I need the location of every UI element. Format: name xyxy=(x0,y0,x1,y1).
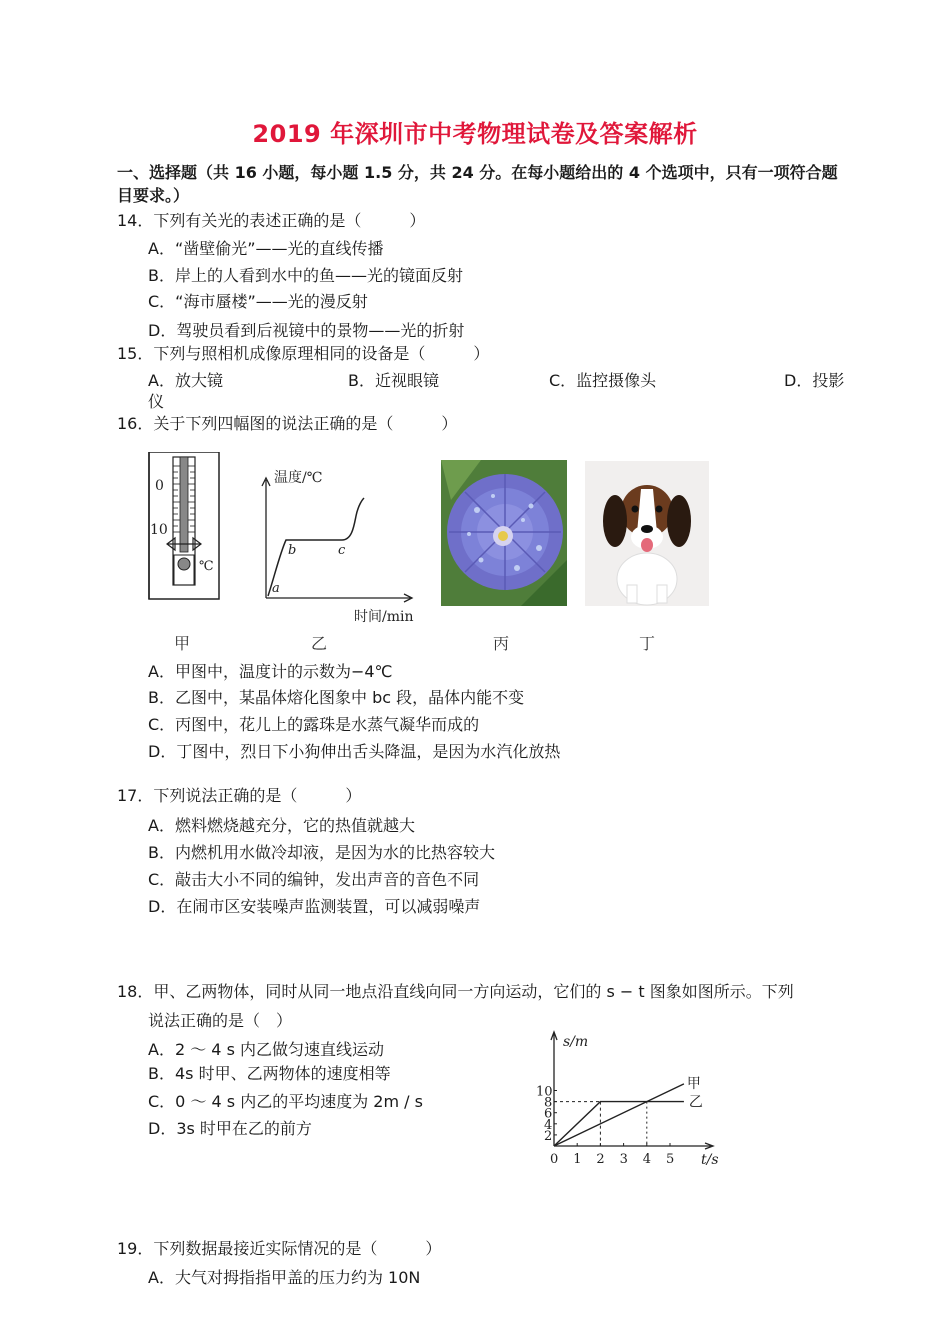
q19-option-a: A．大气对拇指指甲盖的压力约为 10N xyxy=(148,1268,421,1287)
thermometer-tick-10: 10 xyxy=(150,522,168,538)
q15-option-d-wrap: 仪 xyxy=(148,392,165,411)
section-header-line2: 目要求。） xyxy=(117,186,190,205)
st-x-tick-label: 0 xyxy=(550,1152,559,1167)
st-series-yi-label: 乙 xyxy=(688,1094,703,1111)
st-ylabel: s/m xyxy=(563,1034,589,1050)
st-x-tick-label: 5 xyxy=(666,1152,675,1167)
puppy-image xyxy=(585,461,709,606)
q14-option-d: D．驾驶员看到后视镜中的景物——光的折射 xyxy=(148,321,465,340)
q15-option-a: A．放大镜 xyxy=(148,371,223,390)
st-series-yi-line xyxy=(554,1102,684,1146)
q18-option-a: A．2 ～ 4 s 内乙做匀速直线运动 xyxy=(148,1040,384,1059)
q14-stem: 14．下列有关光的表述正确的是（ ） xyxy=(117,211,426,230)
q16-option-a: A．甲图中，温度计的示数为−4℃ xyxy=(148,662,393,681)
st-y-tick-label: 4 xyxy=(544,1117,553,1133)
q16-stem: 16．关于下列四幅图的说法正确的是（ ） xyxy=(117,414,458,433)
page-title: 2019 年深圳市中考物理试卷及答案解析 xyxy=(252,120,698,148)
st-x-tick-label: 3 xyxy=(619,1152,628,1167)
q18-stem-line1: 18．甲、乙两物体，同时从同一地点沿直线向同一方向运动，它们的 s − t 图象如图所示。下列 xyxy=(117,982,794,1001)
melt-point-b: b xyxy=(288,543,297,558)
q17-option-b: B．内燃机用水做冷却液，是因为水的比热容较大 xyxy=(148,843,495,862)
q18-option-b: B．4s 时甲、乙两物体的速度相等 xyxy=(148,1064,391,1083)
st-x-tick-label: 4 xyxy=(642,1152,652,1167)
figure-label-ding: 丁 xyxy=(639,634,656,653)
st-graph-chart xyxy=(525,1028,725,1170)
st-series-jia-label: 甲 xyxy=(686,1075,701,1092)
melting-graph-figure xyxy=(252,458,432,630)
melt-point-a: a xyxy=(272,581,280,596)
st-y-tick-label: 10 xyxy=(536,1084,553,1100)
melt-point-c: c xyxy=(338,543,346,558)
st-x-tick-label: 2 xyxy=(596,1152,605,1167)
melt-graph-ylabel: 温度/℃ xyxy=(274,470,323,486)
figure-label-jia: 甲 xyxy=(174,634,191,653)
st-x-tick-label: 1 xyxy=(573,1152,582,1167)
q17-option-c: C．敲击大小不同的编钟，发出声音的音色不同 xyxy=(148,870,480,889)
thermometer-tick-0: 0 xyxy=(155,478,164,494)
thermometer-unit: ℃ xyxy=(199,559,214,574)
q15-option-c: C．监控摄像头 xyxy=(549,371,657,390)
q14-option-a: A．“凿壁偷光”——光的直线传播 xyxy=(148,239,384,258)
flower-dew-image xyxy=(441,460,567,606)
q14-option-c: C．“海市蜃楼”——光的漫反射 xyxy=(148,292,368,311)
melt-graph-xlabel: 时间/min xyxy=(354,609,414,625)
q18-stem-line2: 说法正确的是（ ） xyxy=(148,1011,293,1030)
q14-option-b: B．岸上的人看到水中的鱼——光的镜面反射 xyxy=(148,266,463,285)
q16-option-b: B．乙图中，某晶体熔化图象中 bc 段，晶体内能不变 xyxy=(148,688,525,707)
figure-label-yi: 乙 xyxy=(311,634,328,653)
q15-option-d: D．投影 xyxy=(784,371,845,390)
st-y-tick-label: 2 xyxy=(544,1128,553,1144)
thermometer-figure xyxy=(145,452,225,602)
st-y-tick-label: 8 xyxy=(544,1095,553,1111)
q16-option-c: C．丙图中，花儿上的露珠是水蒸气凝华而成的 xyxy=(148,715,480,734)
q17-stem: 17．下列说法正确的是（ ） xyxy=(117,786,362,805)
q18-option-d: D．3s 时甲在乙的前方 xyxy=(148,1119,312,1138)
q16-option-d: D．丁图中，烈日下小狗伸出舌头降温，是因为水汽化放热 xyxy=(148,742,561,761)
section-header-line1: 一、选择题（共 16 小题，每小题 1.5 分，共 24 分。在每小题给出的 4 个选项中，只有一项符合题 xyxy=(117,163,838,182)
st-xlabel: t/s xyxy=(701,1152,719,1168)
q15-option-b: B．近视眼镜 xyxy=(348,371,439,390)
q17-option-a: A．燃料燃烧越充分，它的热值就越大 xyxy=(148,816,415,835)
figure-label-bing: 丙 xyxy=(493,634,510,653)
q19-stem: 19．下列数据最接近实际情况的是（ ） xyxy=(117,1239,442,1258)
q18-option-c: C．0 ～ 4 s 内乙的平均速度为 2m / s xyxy=(148,1092,423,1111)
q17-option-d: D．在闹市区安装噪声监测装置，可以减弱噪声 xyxy=(148,897,481,916)
st-series-jia-line xyxy=(554,1084,684,1146)
q15-stem: 15．下列与照相机成像原理相同的设备是（ ） xyxy=(117,344,490,363)
st-y-tick-label: 6 xyxy=(544,1106,553,1122)
